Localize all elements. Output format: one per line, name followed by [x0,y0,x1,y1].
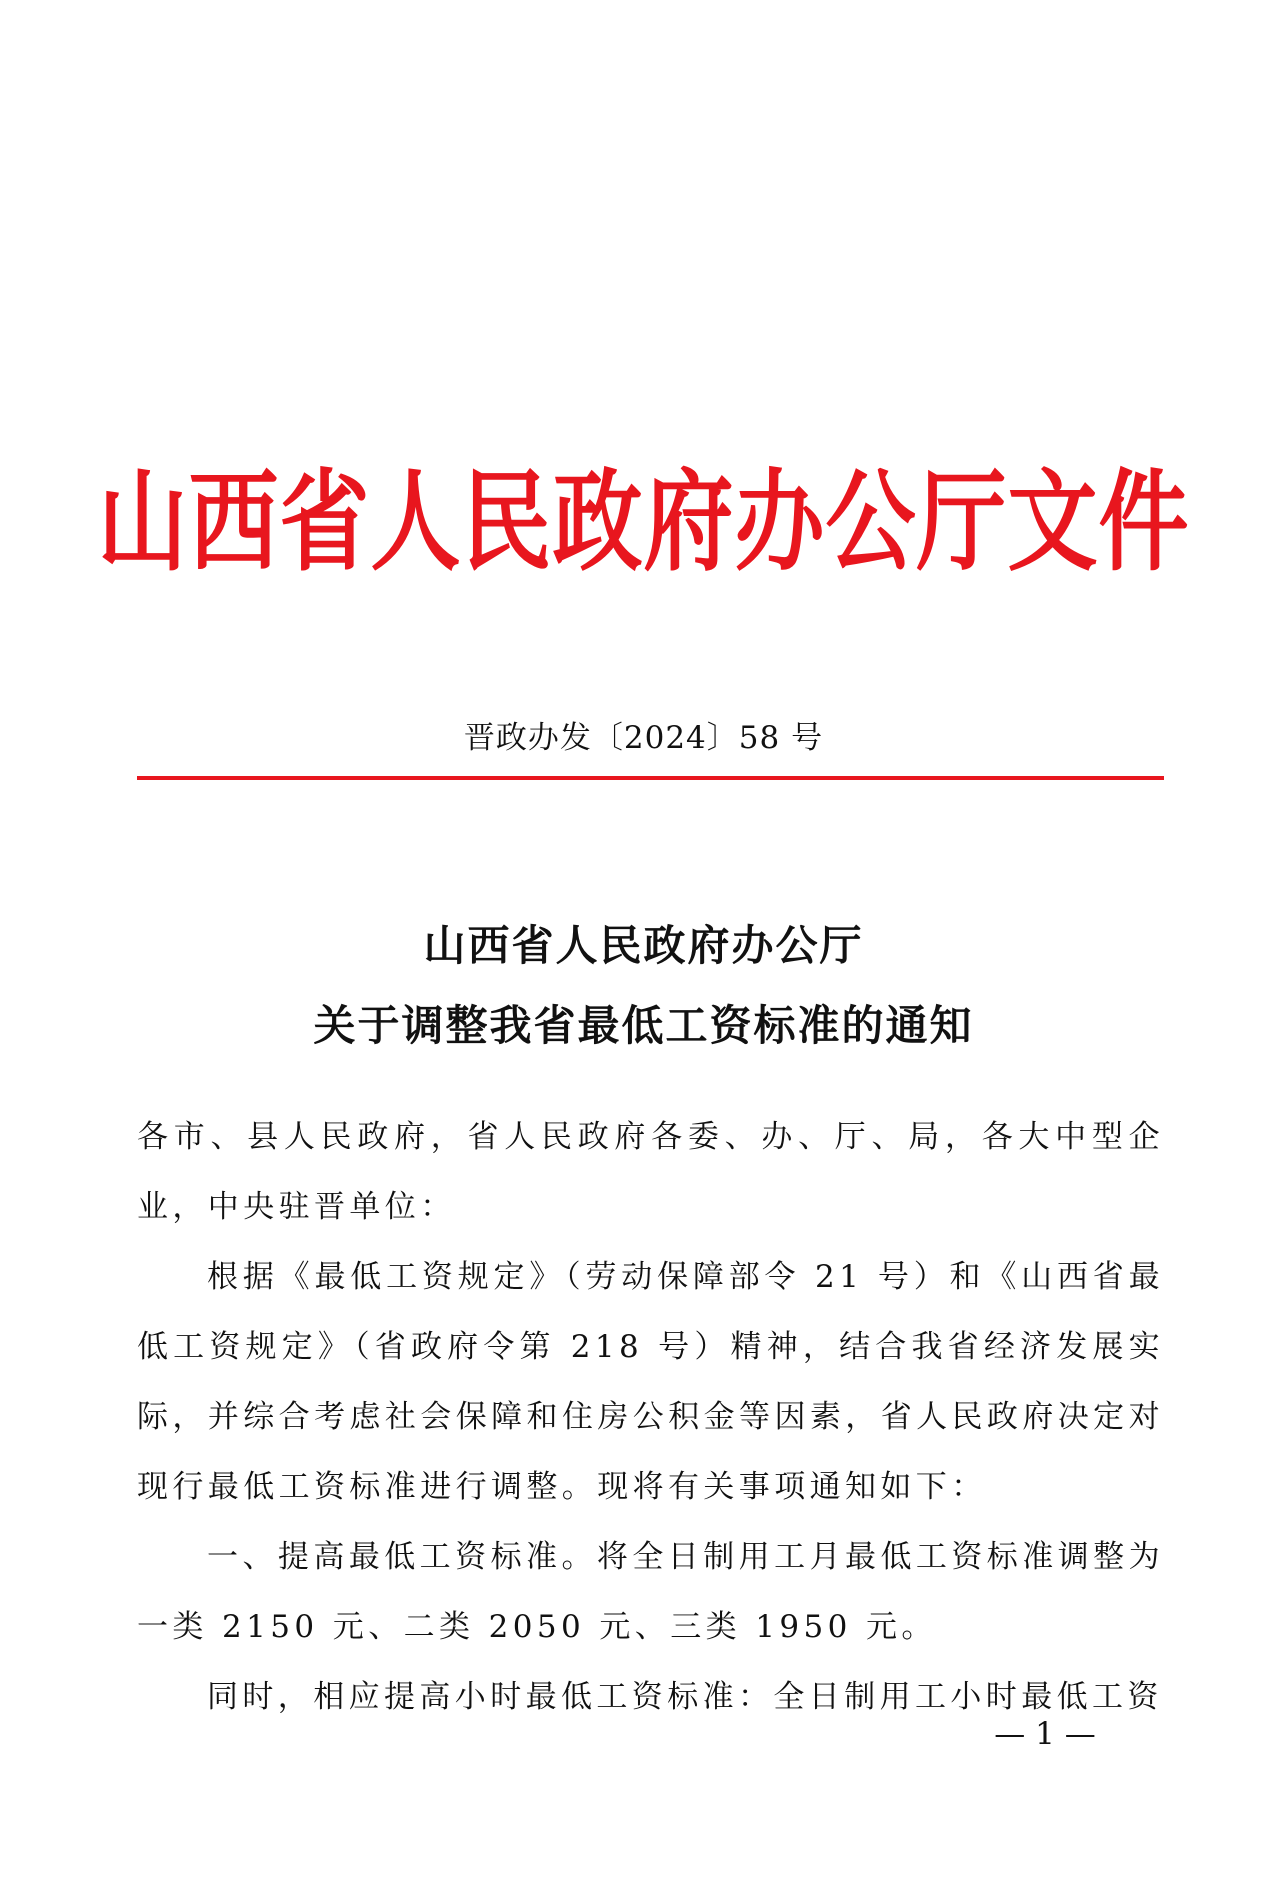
salutation: 各市、县人民政府，省人民政府各委、办、厅、局，各大中型企业，中央驻晋单位： [137,1119,1164,1225]
body-paragraph-2: 一、提高最低工资标准。将全日制用工月最低工资标准调整为一类 2150 元、二类 2050 元、三类 1950 元。 [137,1539,1164,1645]
document-body [137,1102,1164,1732]
document-title-line-2: 关于调整我省最低工资标准的通知 [313,1001,974,1050]
page-number: — 1 — [994,1716,1096,1752]
document-masthead: 山西省人民政府办公厅文件 [97,457,1190,587]
body-paragraph-1: 根据《最低工资规定》（劳动保障部令 21 号）和《山西省最低工资规定》（省政府令第 218 号）精神，结合我省经济发展实际，并综合考虑社会保障和住房公积金等因素，省人民政府决定对现行最低工资标准进行调整。现将有关事项通知如下： [137,1259,1164,1505]
document-number: 晋政办发〔2024〕58 号 [463,720,824,756]
document-title-line-1: 山西省人民政府办公厅 [423,921,864,970]
red-divider-line [137,776,1164,780]
body-paragraph-3: 同时，相应提高小时最低工资标准：全日制用工小时最低工资 [207,1679,1163,1715]
